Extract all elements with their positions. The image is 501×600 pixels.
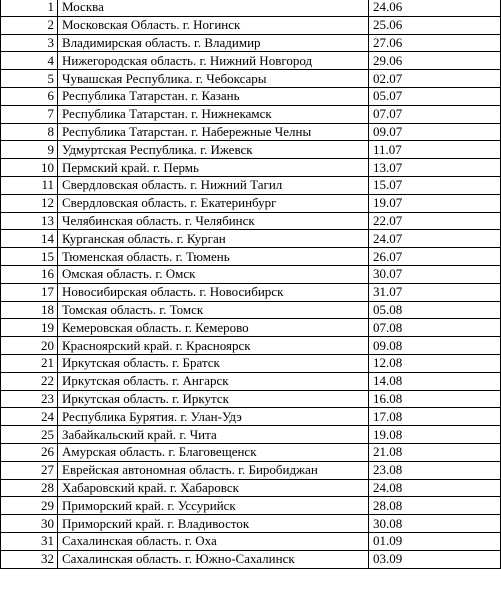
table-row (1, 34, 501, 52)
table-row (1, 230, 501, 248)
row-number-cell: 6 (1, 87, 58, 105)
row-number-cell: 17 (1, 283, 58, 301)
table-row (1, 159, 501, 177)
region-city-cell: Сахалинская область. г. Оха (58, 532, 369, 550)
region-city-cell: Хабаровский край. г. Хабаровск (58, 479, 369, 497)
table-row (1, 426, 501, 444)
date-cell: 24.06 (369, 0, 501, 16)
table-row (1, 461, 501, 479)
region-city-cell: Республика Бурятия. г. Улан-Удэ (58, 408, 369, 426)
date-cell: 21.08 (369, 443, 501, 461)
row-number-cell: 30 (1, 515, 58, 533)
table-row (1, 70, 501, 88)
date-cell: 11.07 (369, 141, 501, 159)
table-row (1, 301, 501, 319)
date-cell: 19.08 (369, 426, 501, 444)
date-cell: 24.07 (369, 230, 501, 248)
region-city-cell: Забайкальский край. г. Чита (58, 426, 369, 444)
date-cell: 02.07 (369, 70, 501, 88)
table-row (1, 16, 501, 34)
region-city-cell: Приморский край. г. Уссурийск (58, 497, 369, 515)
region-city-cell: Новосибирская область. г. Новосибирск (58, 283, 369, 301)
region-city-cell: Московская Область. г. Ногинск (58, 16, 369, 34)
date-cell: 05.08 (369, 301, 501, 319)
row-number-cell: 3 (1, 34, 58, 52)
date-cell: 22.07 (369, 212, 501, 230)
table-row (1, 105, 501, 123)
date-cell: 15.07 (369, 176, 501, 194)
date-cell: 26.07 (369, 248, 501, 266)
region-city-cell: Еврейская автономная область. г. Биробиджан (58, 461, 369, 479)
date-cell: 09.07 (369, 123, 501, 141)
table-row (1, 283, 501, 301)
date-cell: 19.07 (369, 194, 501, 212)
region-city-cell: Нижегородская область. г. Нижний Новгород (58, 52, 369, 70)
table-row (1, 212, 501, 230)
region-city-cell: Свердловская область. г. Екатеринбург (58, 194, 369, 212)
row-number-cell: 12 (1, 194, 58, 212)
row-number-cell: 28 (1, 479, 58, 497)
row-number-cell: 8 (1, 123, 58, 141)
row-number-cell: 22 (1, 372, 58, 390)
table-row (1, 248, 501, 266)
table-row (1, 532, 501, 550)
region-city-cell: Чувашская Республика. г. Чебоксары (58, 70, 369, 88)
region-city-cell: Удмуртская Республика. г. Ижевск (58, 141, 369, 159)
date-cell: 17.08 (369, 408, 501, 426)
table-row (1, 123, 501, 141)
table-row (1, 141, 501, 159)
region-city-cell: Омская область. г. Омск (58, 265, 369, 283)
row-number-cell: 11 (1, 176, 58, 194)
date-cell: 28.08 (369, 497, 501, 515)
table-row (1, 372, 501, 390)
row-number-cell: 26 (1, 443, 58, 461)
date-cell: 14.08 (369, 372, 501, 390)
table-row (1, 408, 501, 426)
region-city-cell: Пермский край. г. Пермь (58, 159, 369, 177)
row-number-cell: 21 (1, 354, 58, 372)
region-city-cell: Сахалинская область. г. Южно-Сахалинск (58, 550, 369, 568)
date-cell: 27.06 (369, 34, 501, 52)
date-cell: 13.07 (369, 159, 501, 177)
table-row (1, 550, 501, 568)
date-cell: 31.07 (369, 283, 501, 301)
region-city-cell: Амурская область. г. Благовещенск (58, 443, 369, 461)
table-row (1, 443, 501, 461)
row-number-cell: 32 (1, 550, 58, 568)
row-number-cell: 9 (1, 141, 58, 159)
row-number-cell: 1 (1, 0, 58, 16)
row-number-cell: 25 (1, 426, 58, 444)
region-city-cell: Республика Татарстан. г. Нижнекамск (58, 105, 369, 123)
table-row (1, 319, 501, 337)
row-number-cell: 7 (1, 105, 58, 123)
date-cell: 07.07 (369, 105, 501, 123)
row-number-cell: 18 (1, 301, 58, 319)
row-number-cell: 10 (1, 159, 58, 177)
table-row (1, 354, 501, 372)
row-number-cell: 24 (1, 408, 58, 426)
region-city-cell: Республика Татарстан. г. Казань (58, 87, 369, 105)
table-row (1, 87, 501, 105)
date-cell: 30.07 (369, 265, 501, 283)
row-number-cell: 16 (1, 265, 58, 283)
table-row (1, 265, 501, 283)
region-city-cell: Кемеровская область. г. Кемерово (58, 319, 369, 337)
table-row (1, 0, 501, 16)
table-row (1, 390, 501, 408)
row-number-cell: 15 (1, 248, 58, 266)
row-number-cell: 29 (1, 497, 58, 515)
region-city-cell: Курганская область. г. Курган (58, 230, 369, 248)
region-city-cell: Приморский край. г. Владивосток (58, 515, 369, 533)
region-city-cell: Челябинская область. г. Челябинск (58, 212, 369, 230)
table-row (1, 497, 501, 515)
table-row (1, 52, 501, 70)
table-row (1, 176, 501, 194)
date-cell: 29.06 (369, 52, 501, 70)
row-number-cell: 20 (1, 337, 58, 355)
row-number-cell: 2 (1, 16, 58, 34)
row-number-cell: 5 (1, 70, 58, 88)
date-cell: 07.08 (369, 319, 501, 337)
region-city-cell: Москва (58, 0, 369, 16)
date-cell: 09.08 (369, 337, 501, 355)
date-cell: 16.08 (369, 390, 501, 408)
date-cell: 30.08 (369, 515, 501, 533)
table-row (1, 515, 501, 533)
date-cell: 12.08 (369, 354, 501, 372)
region-city-cell: Томская область. г. Томск (58, 301, 369, 319)
region-city-cell: Владимирская область. г. Владимир (58, 34, 369, 52)
schedule-table-body (1, 0, 501, 568)
row-number-cell: 23 (1, 390, 58, 408)
region-city-cell: Красноярский край. г. Красноярск (58, 337, 369, 355)
date-cell: 03.09 (369, 550, 501, 568)
date-cell: 01.09 (369, 532, 501, 550)
row-number-cell: 31 (1, 532, 58, 550)
table-row (1, 194, 501, 212)
region-city-cell: Свердловская область. г. Нижний Тагил (58, 176, 369, 194)
date-cell: 24.08 (369, 479, 501, 497)
date-cell: 23.08 (369, 461, 501, 479)
row-number-cell: 27 (1, 461, 58, 479)
date-cell: 05.07 (369, 87, 501, 105)
region-city-cell: Республика Татарстан. г. Набережные Челны (58, 123, 369, 141)
table-row (1, 479, 501, 497)
region-city-cell: Тюменская область. г. Тюмень (58, 248, 369, 266)
date-cell: 25.06 (369, 16, 501, 34)
row-number-cell: 4 (1, 52, 58, 70)
region-city-cell: Иркутская область. г. Братск (58, 354, 369, 372)
row-number-cell: 19 (1, 319, 58, 337)
row-number-cell: 13 (1, 212, 58, 230)
region-city-cell: Иркутская область. г. Ангарск (58, 372, 369, 390)
region-city-cell: Иркутская область. г. Иркутск (58, 390, 369, 408)
row-number-cell: 14 (1, 230, 58, 248)
table-row (1, 337, 501, 355)
